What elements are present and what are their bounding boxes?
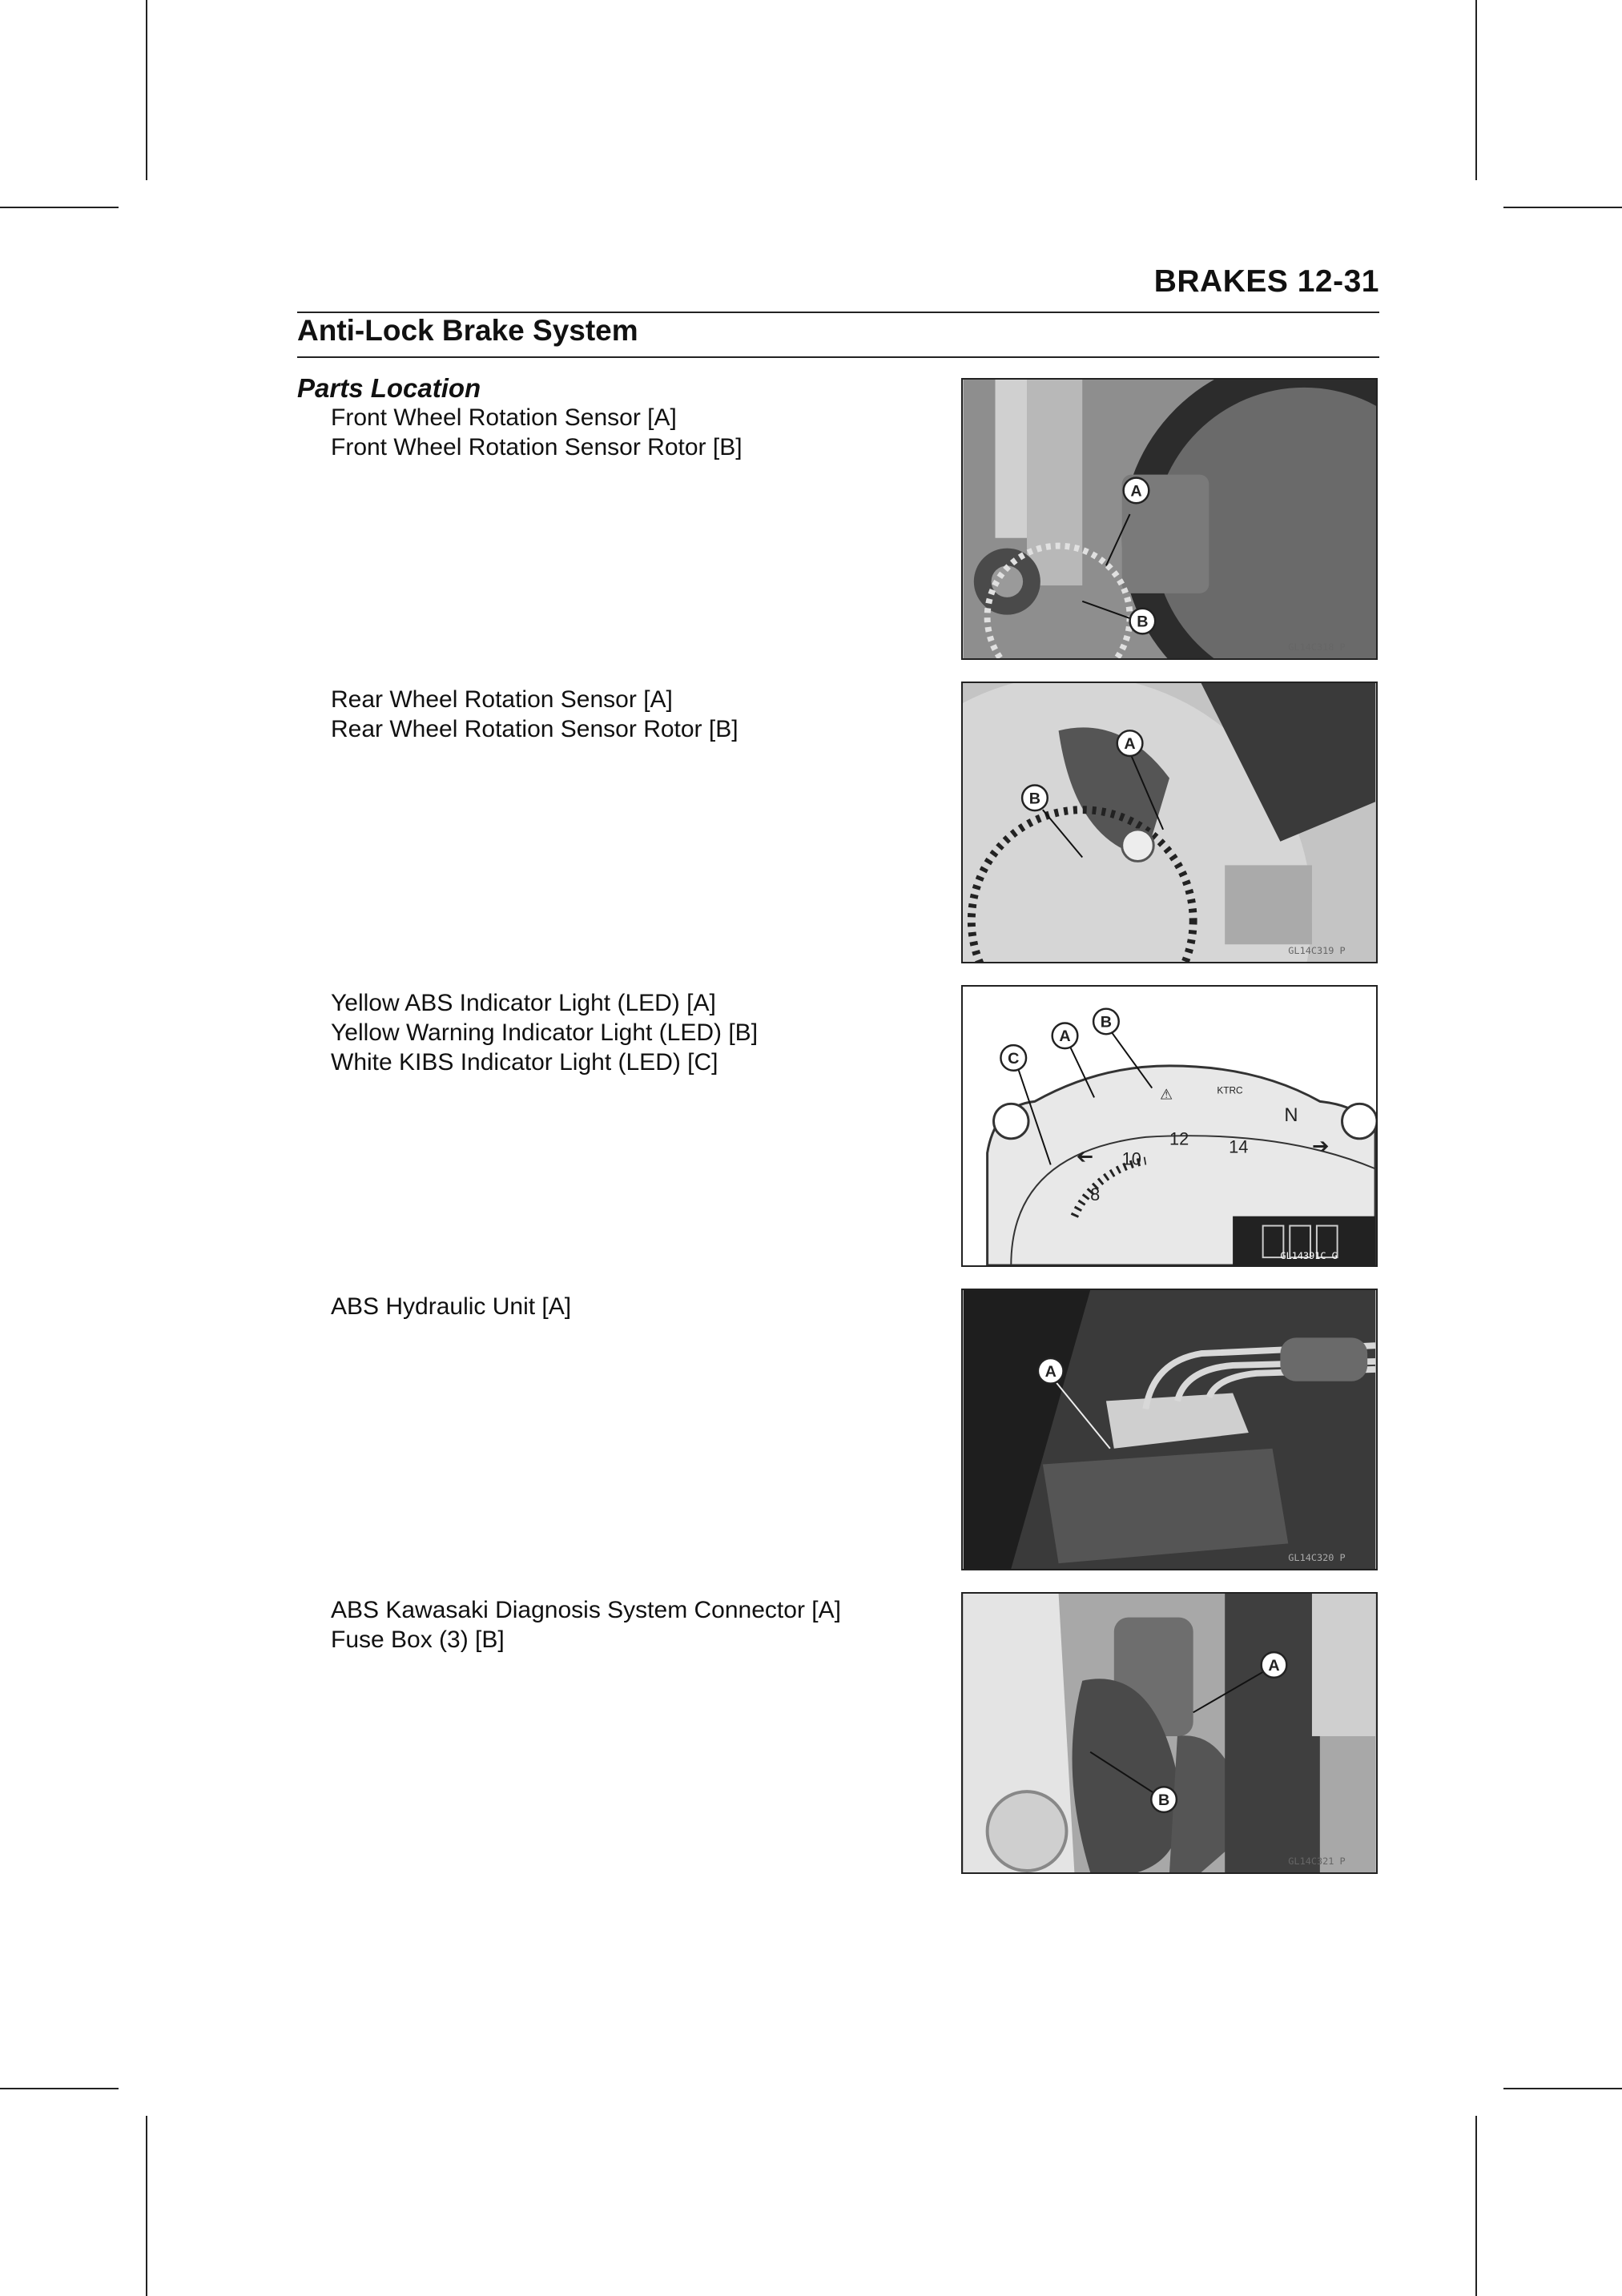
figure-code: GL14C319 P: [1288, 945, 1346, 957]
parts-entry-hydraulic-unit: [331, 1292, 571, 1321]
chapter-header: BRAKES 12-31: [1153, 264, 1379, 299]
rear-sensor-photo: [961, 682, 1378, 963]
entry-line: Yellow Warning Indicator Light (LED) [B]: [331, 1019, 759, 1046]
entry-line: Yellow ABS Indicator Light (LED) [A]: [331, 990, 716, 1016]
callout-label: A: [1268, 1656, 1280, 1675]
crop-mark: [1475, 2116, 1477, 2296]
callout-label: B: [1028, 790, 1041, 808]
rear-wheel-illustration: [963, 683, 1376, 962]
crop-mark: [1475, 0, 1477, 180]
gauge-label: KTRC: [1217, 1084, 1243, 1096]
connector-illustration: [963, 1594, 1376, 1872]
parts-entry-rear-sensor: [331, 685, 739, 744]
warning-triangle-icon: ⚠: [1160, 1086, 1173, 1104]
figure-code: GL14C321 P: [1288, 1856, 1346, 1868]
entry-line: White KIBS Indicator Light (LED) [C]: [331, 1049, 718, 1076]
crop-mark: [0, 2088, 119, 2089]
entry-line: ABS Kawasaki Diagnosis System Connector [A]: [331, 1597, 841, 1623]
gauge-label: N: [1284, 1105, 1298, 1127]
front-sensor-photo: [961, 378, 1378, 660]
meter-illustration: [963, 987, 1376, 1265]
figure-code: GL14C320 P: [1288, 1552, 1346, 1564]
callout-label: B: [1100, 1013, 1113, 1031]
crop-mark: [0, 207, 119, 208]
figure-code: GL14391C G: [1280, 1250, 1338, 1262]
kds-connector-photo: [961, 1592, 1378, 1874]
entry-line: ABS Hydraulic Unit [A]: [331, 1293, 572, 1320]
section-title: Anti-Lock Brake System: [297, 314, 638, 347]
gauge-label: 10: [1121, 1148, 1141, 1169]
entry-line: Front Wheel Rotation Sensor Rotor [B]: [331, 434, 743, 460]
entry-line: Rear Wheel Rotation Sensor Rotor [B]: [331, 716, 739, 742]
right-arrow-icon: ➔: [1311, 1134, 1330, 1159]
gauge-label: 12: [1169, 1128, 1189, 1149]
callout-label: A: [1044, 1362, 1057, 1381]
header-rule: [297, 312, 1379, 313]
callout-label: B: [1157, 1791, 1170, 1809]
hydraulic-unit-illustration: [963, 1290, 1376, 1569]
entry-line: Rear Wheel Rotation Sensor [A]: [331, 686, 673, 713]
parts-entry-indicators: [331, 988, 758, 1077]
gauge-label: 8: [1090, 1184, 1101, 1204]
callout-label: A: [1059, 1027, 1071, 1046]
entry-line: Front Wheel Rotation Sensor [A]: [331, 404, 677, 431]
subsection-title: Parts Location: [297, 373, 481, 403]
gauge-label: 14: [1229, 1136, 1249, 1157]
left-arrow-icon: ➔: [1076, 1144, 1094, 1169]
entry-line: Fuse Box (3) [B]: [331, 1627, 505, 1653]
section-rule: [297, 356, 1379, 358]
crop-mark: [146, 2116, 147, 2296]
instrument-panel-photo: [961, 985, 1378, 1267]
parts-entry-front-sensor: [331, 403, 743, 462]
crop-mark: [1503, 2088, 1622, 2089]
hydraulic-unit-photo: [961, 1289, 1378, 1570]
crop-mark: [1503, 207, 1622, 208]
callout-label: A: [1124, 735, 1136, 754]
callout-label: B: [1137, 613, 1149, 631]
crop-mark: [146, 0, 147, 180]
callout-label: A: [1130, 482, 1142, 501]
figure-code: GL14C318 P: [1288, 641, 1346, 653]
front-wheel-illustration: [963, 380, 1376, 658]
parts-entry-kds-connector: [331, 1595, 841, 1655]
callout-label: C: [1008, 1049, 1020, 1068]
